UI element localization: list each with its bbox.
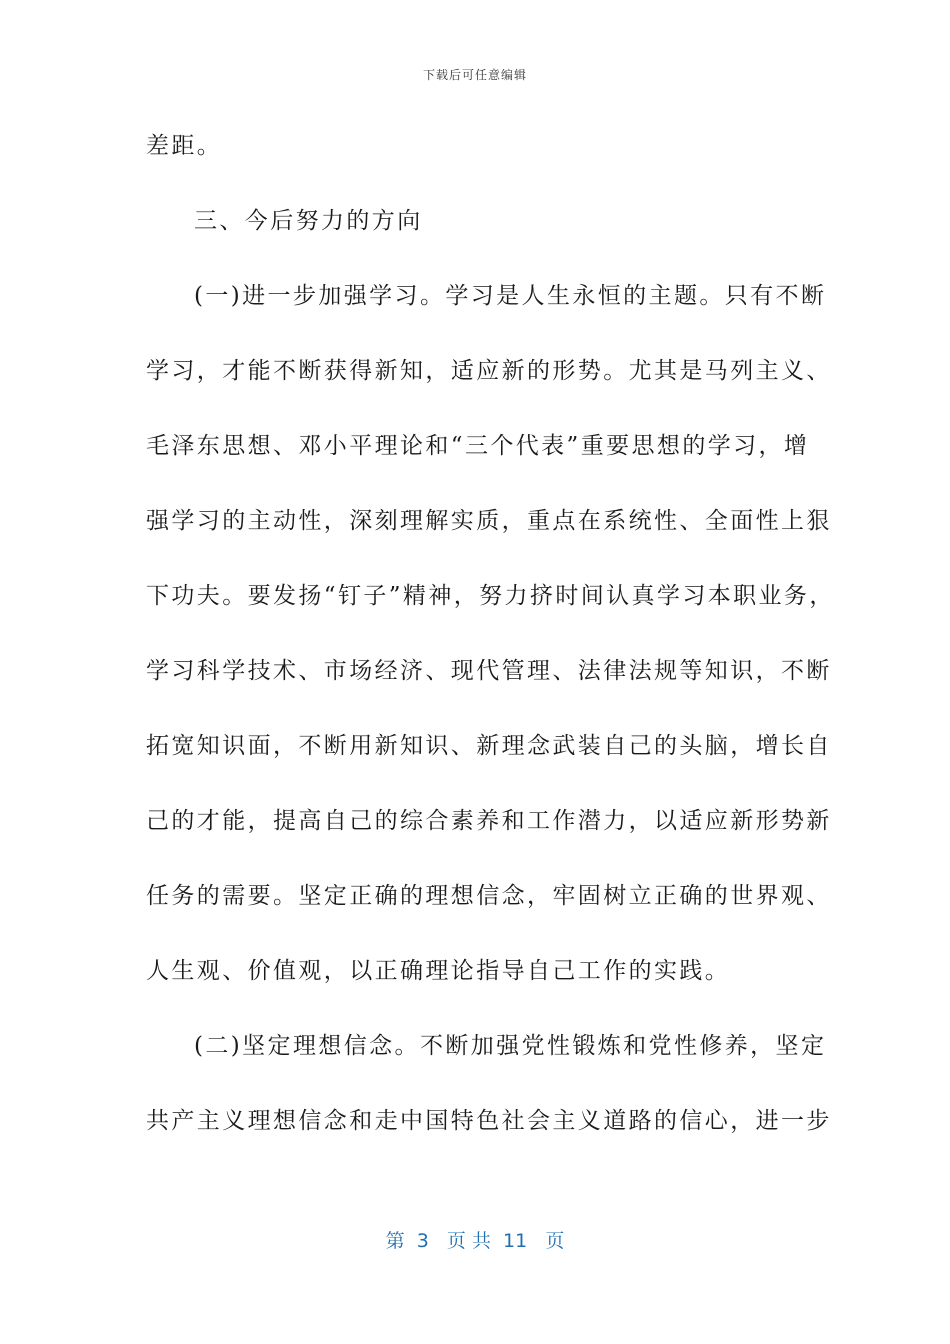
- text-line: 毛泽东思想、邓小平理论和“三个代表”重要思想的学习，增: [146, 433, 810, 459]
- section-heading: 三、今后努力的方向: [194, 208, 423, 234]
- header-note: 下载后可任意编辑: [422, 68, 527, 82]
- page-number-footer: 第 3 页 共 11 页: [385, 1230, 565, 1252]
- text-line: 差距。: [146, 133, 223, 159]
- text-line: 拓宽知识面，不断用新知识、新理念武装自己的头脑，增长自: [146, 733, 832, 759]
- text-line: 学习科学技术、市场经济、现代管理、法律法规等知识，不断: [146, 658, 832, 684]
- text-line: (一)进一步加强学习。学习是人生永恒的主题。只有不断: [194, 283, 827, 309]
- text-line: 任务的需要。坚定正确的理想信念，牢固树立正确的世界观、: [146, 883, 832, 909]
- text-line: 强学习的主动性，深刻理解实质，重点在系统性、全面性上狠: [146, 508, 832, 534]
- text-line: 共产主义理想信念和走中国特色社会主义道路的信心，进一步: [146, 1108, 832, 1134]
- text-line: 己的才能，提高自己的综合素养和工作潜力，以适应新形势新: [146, 808, 832, 834]
- text-line: (二)坚定理想信念。不断加强党性锻炼和党性修养，坚定: [194, 1033, 827, 1059]
- text-line: 学习，才能不断获得新知，适应新的形势。尤其是马列主义、: [146, 358, 832, 384]
- text-line: 下功夫。要发扬“钉子”精神，努力挤时间认真学习本职业务，: [146, 583, 835, 609]
- text-line: 人生观、价值观，以正确理论指导自己工作的实践。: [146, 958, 731, 984]
